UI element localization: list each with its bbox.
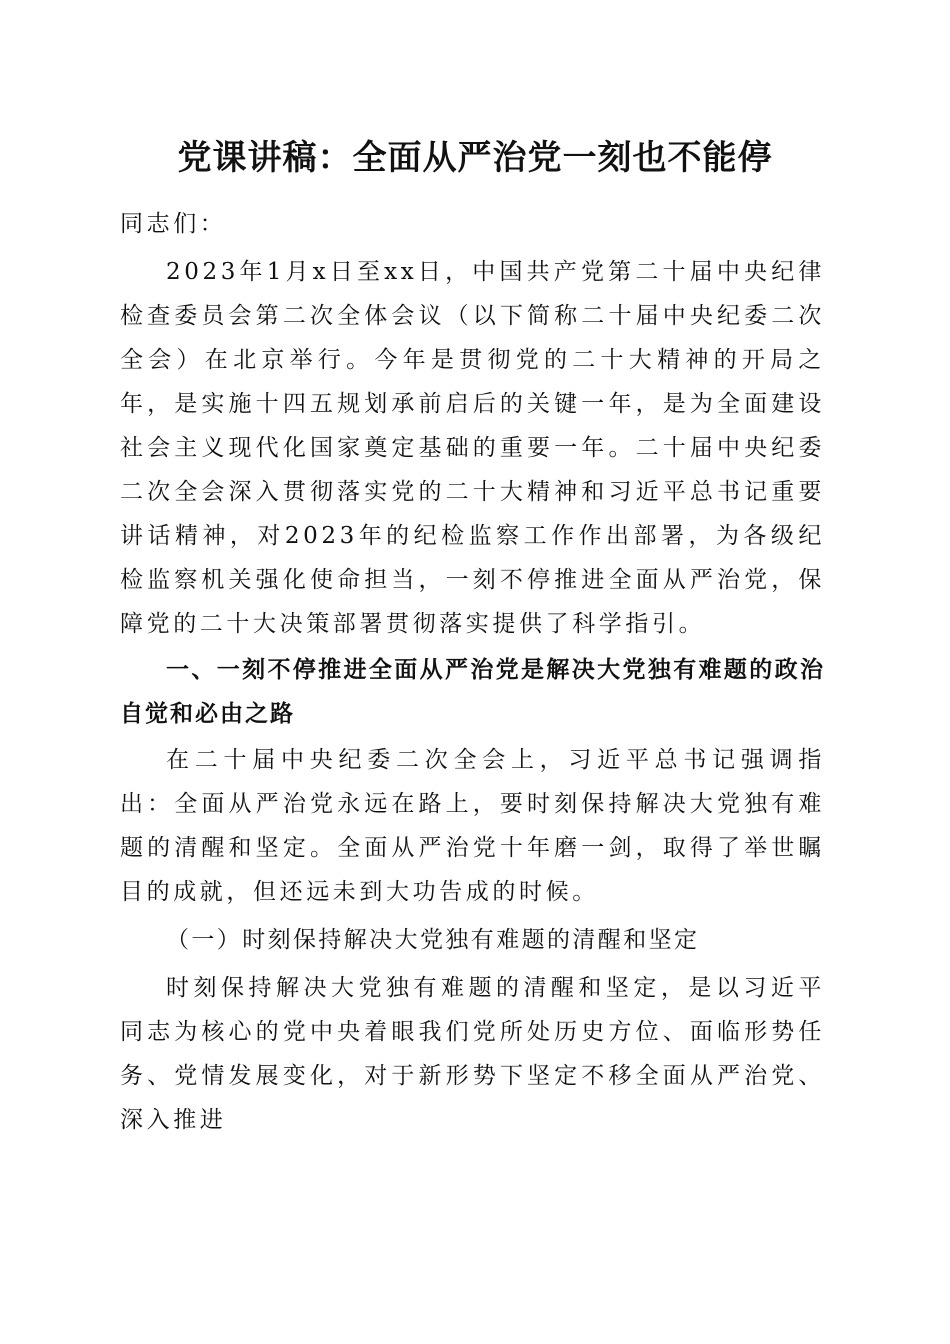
paragraph-intro: 2023年1月x日至xx日，中国共产党第二十届中央纪律检查委员会第二次全体会议（以下简称二十届中央纪委二次全会）在北京举行。今年是贯彻党的二十大精神的开局之年，是实施十四五规划承前启后的关键一年，是为全面建设社会主义现代化国家奠定基础的重要一年。二十届中央纪委二次全会深入贯彻落实党的二十大精神和习近平总书记重要讲话精神，对2023年的纪检监察工作作出部署，为各级纪检监察机关强化使命担当，一刻不停推进全面从严治党，保障党的二十大决策部署贯彻落实提供了科学指引。 <box>120 259 825 637</box>
subsection-heading-1: （一）时刻保持解决大党独有难题的清醒和坚定 <box>166 927 700 953</box>
section-heading-1: 一、一刻不停推进全面从严治党是解决大党独有难题的政治自觉和必由之路 <box>120 657 825 727</box>
paragraph-section-1: 在二十届中央纪委二次全会上，习近平总书记强调指出：全面从严治党永远在路上，要时刻保持解决大党独有难题的清醒和坚定。全面从严治党十年磨一剑，取得了举世瞩目的成就，但还远未到大功告成的时候。 <box>120 747 825 905</box>
document-title: 党课讲稿：全面从严治党一刻也不能停 <box>177 138 773 178</box>
salutation: 同志们： <box>120 211 227 237</box>
paragraph-subsection-1: 时刻保持解决大党独有难题的清醒和坚定，是以习近平同志为核心的党中央着眼我们党所处历史方位、面临形势任务、党情发展变化，对于新形势下坚定不移全面从严治党、深入推进 <box>120 975 825 1133</box>
document-body <box>120 202 825 1142</box>
